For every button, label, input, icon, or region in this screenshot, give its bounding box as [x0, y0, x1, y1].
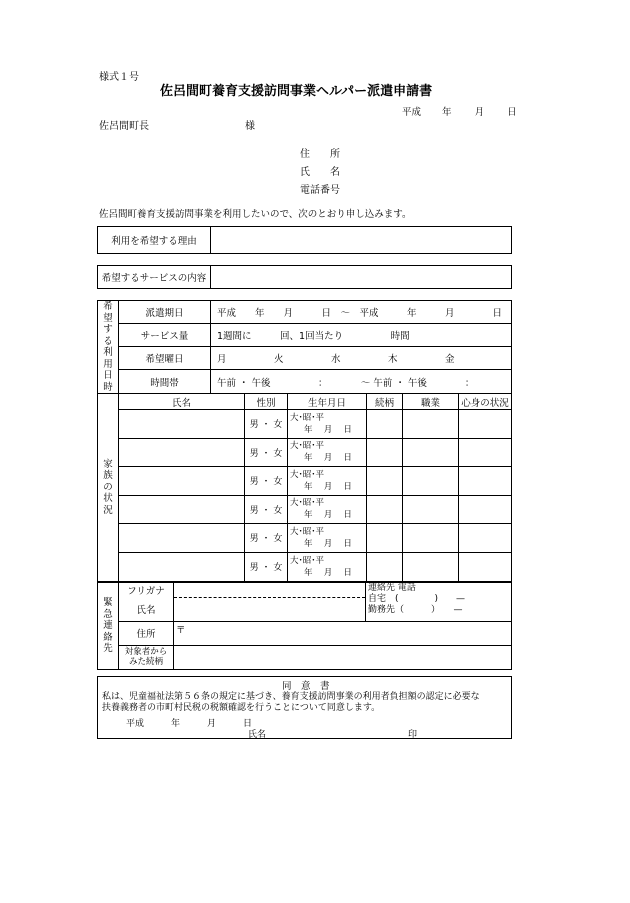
- time-field[interactable]: 午前 ・ 午後 ： ～ 午前 ・ 午後 ：: [211, 370, 512, 394]
- service-field[interactable]: [211, 266, 512, 289]
- family-header-health: 心身の状況: [459, 394, 512, 410]
- emergency-relation-label: 対象者から みた続柄: [119, 645, 174, 669]
- postal-mark: 〒: [176, 624, 186, 636]
- emergency-name-label: 氏名: [119, 597, 174, 621]
- emergency-table: [97, 582, 512, 670]
- consent-line-2: 扶養義務者の市町村民税の税額確認を行うことについて同意します。: [102, 703, 381, 713]
- table-row: [98, 552, 512, 581]
- schedule-side-label: 希 望 す る 利 用 日 時: [98, 301, 119, 394]
- addressee: 佐呂間町長: [99, 121, 149, 132]
- contact-home: 自宅 ( ) —: [368, 594, 466, 604]
- health-field[interactable]: [459, 495, 512, 523]
- reason-label: 利用を希望する理由: [98, 227, 211, 254]
- emergency-address-field[interactable]: [174, 621, 512, 645]
- dob-era: 大･昭･平: [290, 441, 325, 452]
- amount-field[interactable]: 1週間に 回、1回当たり 時間: [211, 324, 512, 347]
- date-year: 年: [442, 107, 452, 118]
- seal-mark: 印: [408, 730, 418, 740]
- dob-ymd: 年 月 日: [304, 510, 352, 521]
- dob-era: 大･昭･平: [290, 498, 325, 509]
- page-title: 佐呂間町養育支援訪問事業ヘルパー派遣申請書: [160, 84, 433, 99]
- sex-choice[interactable]: 男 ・ 女: [245, 552, 288, 581]
- emergency-relation-field[interactable]: [174, 645, 512, 669]
- occupation-field[interactable]: [403, 410, 459, 438]
- family-name-field[interactable]: [119, 552, 245, 581]
- consent-box: [97, 676, 512, 739]
- family-header-dob: 生年月日: [288, 394, 367, 410]
- amount-label: サービス量: [119, 324, 211, 347]
- reason-table: [97, 226, 512, 254]
- days-label: 希望曜日: [119, 347, 211, 370]
- consent-name-label: 氏名: [248, 730, 267, 740]
- days-field[interactable]: 月 火 水 木 金: [211, 347, 512, 370]
- date-month: 月: [474, 107, 485, 118]
- contact-title: 連絡先 電話: [368, 583, 416, 593]
- family-name-field[interactable]: [119, 410, 245, 438]
- family-header-occupation: 職業: [403, 394, 459, 410]
- contact-work: 勤務先（ ） —: [368, 605, 463, 615]
- date-day: 日: [507, 107, 517, 118]
- dob-field[interactable]: [288, 552, 367, 581]
- period-field[interactable]: 平成 年 月 日 ～ 平成 年 月 日: [211, 301, 512, 324]
- consent-date: 平成 年 月 日: [126, 719, 253, 729]
- health-field[interactable]: [459, 552, 512, 581]
- dob-era: 大･昭･平: [290, 555, 325, 566]
- sex-choice[interactable]: 男 ・ 女: [245, 438, 288, 466]
- emergency-side-label: 緊 急 連 絡 先: [98, 583, 119, 670]
- dob-era: 大･昭･平: [290, 469, 325, 480]
- sex-choice[interactable]: 男 ・ 女: [245, 467, 288, 495]
- dob-ymd: 年 月 日: [304, 567, 352, 578]
- date-era: 平成: [402, 107, 422, 118]
- dob-ymd: 年 月 日: [304, 481, 352, 492]
- sex-choice[interactable]: 男 ・ 女: [245, 495, 288, 523]
- table-row: [98, 524, 512, 552]
- dob-field[interactable]: [288, 467, 367, 495]
- family-name-field[interactable]: [119, 467, 245, 495]
- applicant-phone-label: 電話番号: [300, 185, 340, 196]
- health-field[interactable]: [459, 467, 512, 495]
- consent-title: 同 意 書: [282, 681, 330, 692]
- family-header-name: 氏名: [119, 394, 245, 410]
- relation-field[interactable]: [367, 410, 403, 438]
- period-label: 派遣期日: [119, 301, 211, 324]
- occupation-field[interactable]: [403, 552, 459, 581]
- family-header-sex: 性別: [245, 394, 288, 410]
- intro-text: 佐呂間町養育支援訪問事業を利用したいので、次のとおり申し込みます。: [99, 209, 412, 220]
- relation-field[interactable]: [367, 467, 403, 495]
- occupation-field[interactable]: [403, 438, 459, 466]
- dob-field[interactable]: [288, 495, 367, 523]
- reason-field[interactable]: [211, 227, 512, 254]
- service-label: 希望するサービスの内容: [98, 266, 211, 289]
- date-line: [402, 104, 517, 118]
- emergency-name-field[interactable]: [174, 597, 366, 621]
- service-table: [97, 265, 512, 289]
- applicant-address-label: 住 所: [300, 149, 340, 160]
- family-name-field[interactable]: [119, 524, 245, 552]
- family-side-label: 家 族 の 状 況: [98, 394, 119, 582]
- dob-ymd: 年 月 日: [304, 453, 352, 464]
- applicant-name-label: 氏 名: [300, 167, 340, 178]
- dob-era: 大･昭･平: [290, 412, 325, 423]
- family-header-relation: 続柄: [367, 394, 403, 410]
- time-label: 時間帯: [119, 370, 211, 394]
- health-field[interactable]: [459, 438, 512, 466]
- furigana-label: フリガナ: [119, 583, 174, 598]
- contact-phone-field[interactable]: [366, 583, 512, 622]
- schedule-table: [97, 300, 512, 394]
- honorific: 様: [245, 121, 255, 132]
- relation-field[interactable]: [367, 524, 403, 552]
- dob-field[interactable]: [288, 410, 367, 438]
- dob-ymd: 年 月 日: [304, 538, 352, 549]
- dob-ymd: 年 月 日: [304, 424, 352, 435]
- occupation-field[interactable]: [403, 467, 459, 495]
- furigana-field[interactable]: [174, 583, 366, 598]
- table-row: [98, 467, 512, 495]
- sex-choice[interactable]: 男 ・ 女: [245, 410, 288, 438]
- health-field[interactable]: [459, 524, 512, 552]
- relation-field[interactable]: [367, 438, 403, 466]
- dob-era: 大･昭･平: [290, 526, 325, 537]
- family-table: [97, 393, 512, 582]
- relation-field[interactable]: [367, 552, 403, 581]
- form-number: 様式１号: [99, 72, 139, 83]
- table-row: [98, 410, 512, 438]
- emergency-address-label: 住所: [119, 621, 174, 645]
- dob-field[interactable]: [288, 438, 367, 466]
- occupation-field[interactable]: [403, 495, 459, 523]
- consent-line-1: 私は、児童福祉法第５６条の規定に基づき、養育支援訪問事業の利用者負担額の認定に必要な: [102, 692, 480, 702]
- table-row: [98, 438, 512, 466]
- family-name-field[interactable]: [119, 495, 245, 523]
- health-field[interactable]: [459, 410, 512, 438]
- table-row: [98, 495, 512, 523]
- family-name-field[interactable]: [119, 438, 245, 466]
- relation-field[interactable]: [367, 495, 403, 523]
- dob-field[interactable]: [288, 524, 367, 552]
- sex-choice[interactable]: 男 ・ 女: [245, 524, 288, 552]
- occupation-field[interactable]: [403, 524, 459, 552]
